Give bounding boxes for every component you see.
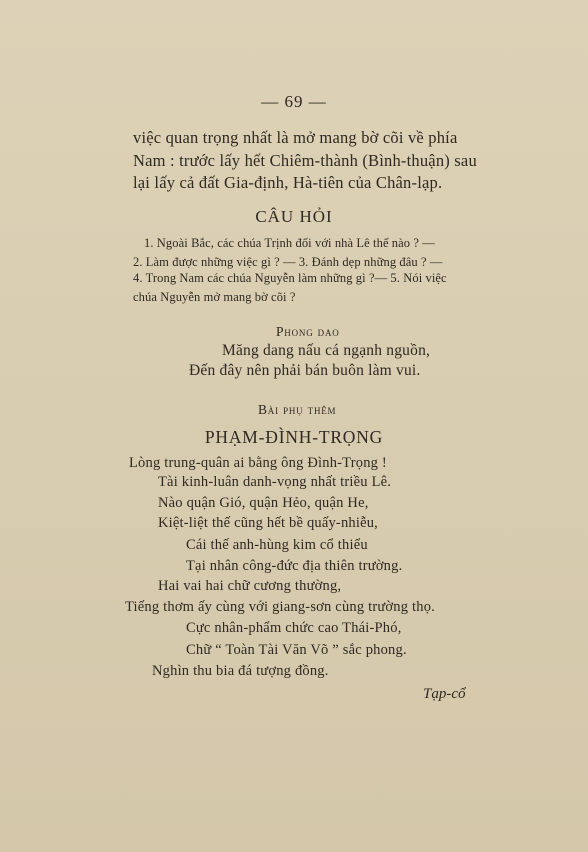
poem-line-6: Tại nhân công-đức địa thiên trường. <box>186 558 403 574</box>
paragraph-line-3: lại lấy cả đất Gia-định, Hà-tiên của Chân-lạp. <box>133 173 443 192</box>
poem-line-9: Cực nhân-phẩm chức cao Thái-Phó, <box>186 620 402 636</box>
question-line-3: 4. Trong Nam các chúa Nguyễn làm những gì ?— 5. Nói việc <box>133 271 447 285</box>
poem-line-5: Cái thế anh-hùng kim cổ thiểu <box>186 537 368 553</box>
poem-line-8: Tiếng thơm ấy cùng với giang-sơn cùng trường thọ. <box>125 599 435 615</box>
poem-line-1: Lòng trung-quân ai bằng ông Đình-Trọng ! <box>129 455 387 471</box>
proverb-line-2: Đến đây nên phải bán buôn làm vui. <box>189 362 421 379</box>
poem-line-11: Nghìn thu bia đá tượng đồng. <box>152 663 329 679</box>
proverb-heading: Phong dao <box>276 324 340 339</box>
paragraph-line-2: Nam : trước lấy hết Chiêm-thành (Bình-thuận) sau <box>133 151 477 170</box>
questions-heading: CÂU HỎI <box>255 207 333 226</box>
question-line-4: chúa Nguyễn mở mang bờ cõi ? <box>133 290 296 304</box>
poem-line-3: Nào quận Gió, quận Hẻo, quận He, <box>158 495 369 511</box>
poem-signature: Tạp-cổ <box>423 686 466 702</box>
question-line-2: 2. Làm được những việc gì ? — 3. Đánh dẹp những đâu ? — <box>133 255 443 269</box>
question-line-1: 1. Ngoài Bắc, các chúa Trịnh đối với nhà Lê thế nào ? — <box>144 236 435 250</box>
paragraph-line-1: việc quan trọng nhất là mở mang bờ cõi về phía <box>133 128 458 147</box>
poem-line-10: Chữ “ Toàn Tài Văn Võ ” sắc phong. <box>186 642 407 658</box>
page-number: — 69 — <box>261 92 327 111</box>
supplement-title: PHẠM-ĐÌNH-TRỌNG <box>204 427 384 447</box>
poem-line-2: Tài kinh-luân danh-vọng nhất triều Lê. <box>158 474 392 490</box>
proverb-line-1: Măng dang nấu cá ngạnh nguồn, <box>222 342 431 359</box>
poem-line-4: Kiệt-liệt thế cũng hết bề quấy-nhiễu, <box>158 515 378 531</box>
supplement-label: Bài phụ thêm <box>258 402 337 417</box>
poem-line-7: Hai vai hai chữ cương thường, <box>158 578 342 594</box>
